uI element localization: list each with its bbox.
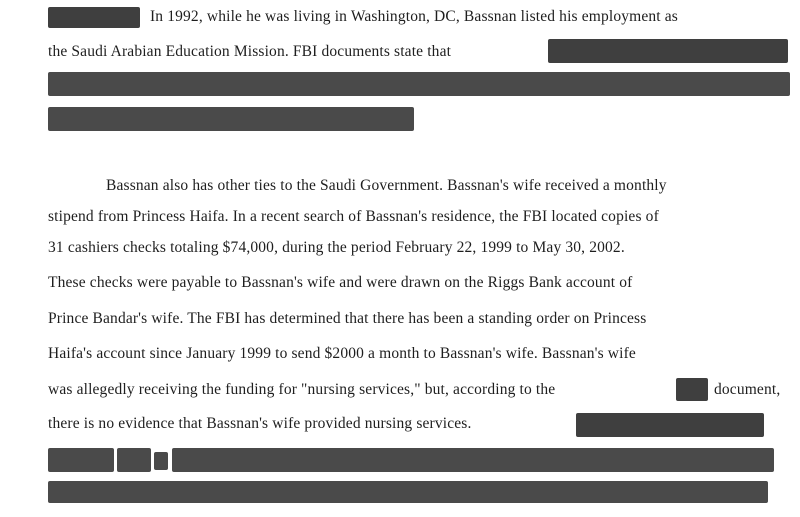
text-line: 31 cashiers checks totaling $74,000, during the period February 22, 1999 to May 30, 2002. [48, 239, 625, 256]
text-line: Haifa's account since January 1999 to send $2000 a month to Bassnan's wife. Bassnan's wife [48, 345, 636, 362]
redaction-block [48, 7, 140, 28]
text-line: These checks were payable to Bassnan's wife and were drawn on the Riggs Bank account of [48, 274, 633, 291]
redaction-block [48, 448, 114, 472]
redaction-block [576, 413, 764, 437]
redaction-block [676, 378, 708, 401]
redaction-block [154, 452, 168, 470]
redaction-block [172, 448, 774, 472]
redaction-block [117, 448, 151, 472]
redaction-block [48, 481, 768, 503]
text-line: the Saudi Arabian Education Mission. FBI documents state that [48, 43, 452, 60]
text-line: Prince Bandar's wife. The FBI has determined that there has been a standing order on Princess [48, 310, 647, 327]
text-line: stipend from Princess Haifa. In a recent search of Bassnan's residence, the FBI located copies of [48, 208, 659, 225]
text-line: Bassnan also has other ties to the Saudi Government. Bassnan's wife received a monthly [106, 177, 667, 194]
text-line: document, [714, 381, 781, 398]
redaction-block [548, 39, 788, 63]
redaction-block [48, 72, 790, 96]
redaction-block [48, 107, 414, 131]
text-line: was allegedly receiving the funding for "nursing services," but, according to the [48, 381, 556, 398]
text-line: there is no evidence that Bassnan's wife provided nursing services. [48, 415, 472, 432]
text-line: In 1992, while he was living in Washington, DC, Bassnan listed his employment as [150, 8, 678, 25]
